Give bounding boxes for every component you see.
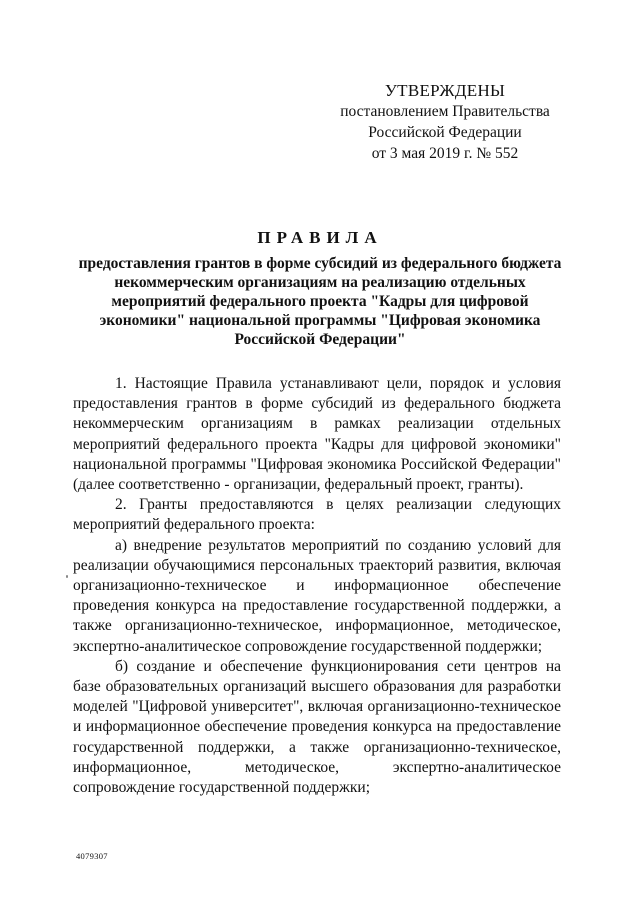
approval-line-1: постановлением Правительства [340, 103, 550, 120]
approval-block [330, 80, 560, 164]
document-subtitle: предоставления грантов в форме субсидий из федерального бюджета некоммерческим организациям на реализацию отдельных мероприятий федерального проекта "Кадры для цифровой экономики" национальной программы "Цифровая экономика Российской Федерации" [78, 255, 562, 348]
approval-heading: УТВЕРЖДЕНЫ [384, 81, 506, 100]
paragraph-1: 1. Настоящие Правила устанавливают цели, порядок и условия предоставления грантов в форме субсидий из федерального бюджета некоммерческим организациям в рамках реализации отдельных мероприятий федерального проекта "Кадры для цифровой экономики" национальной программы "Цифровая экономика Российской Федерации" (далее соответственно - организации, федеральный проект, гранты). [73, 375, 561, 494]
paragraph-2b: б) создание и обеспечение функционирования сети центров на базе образовательных организаций высшего образования для разработки моделей "Цифровой университет", включая организационно-техническое и информационное обеспечение проведения конкурса на предоставление государственной поддержки, а также организационно-техническое, информационное, методическое, экспертно-аналитическое сопровождение государственной поддержки; [73, 657, 561, 797]
paragraph-2a: а) внедрение результатов мероприятий по созданию условий для реализации обучающимися персональных траекторий развития, включая организационно-техническое и информационное обеспечение проведения конкурса на предоставление государственной поддержки, а также организационно-техническое, информационное, методическое, экспертно-аналитическое сопровождение государственной поддержки; [73, 536, 561, 655]
document-body [73, 374, 561, 798]
paragraph-2: 2. Гранты предоставляются в целях реализации следующих мероприятий федерального проекта: [73, 496, 561, 534]
scan-speck [66, 575, 68, 578]
document-title: ПРАВИЛА [257, 228, 383, 247]
footer-document-number: 4079307 [76, 851, 108, 861]
approval-line-2: Российской Федерации [368, 124, 522, 141]
approval-line-3: от 3 мая 2019 г. № 552 [371, 145, 519, 162]
